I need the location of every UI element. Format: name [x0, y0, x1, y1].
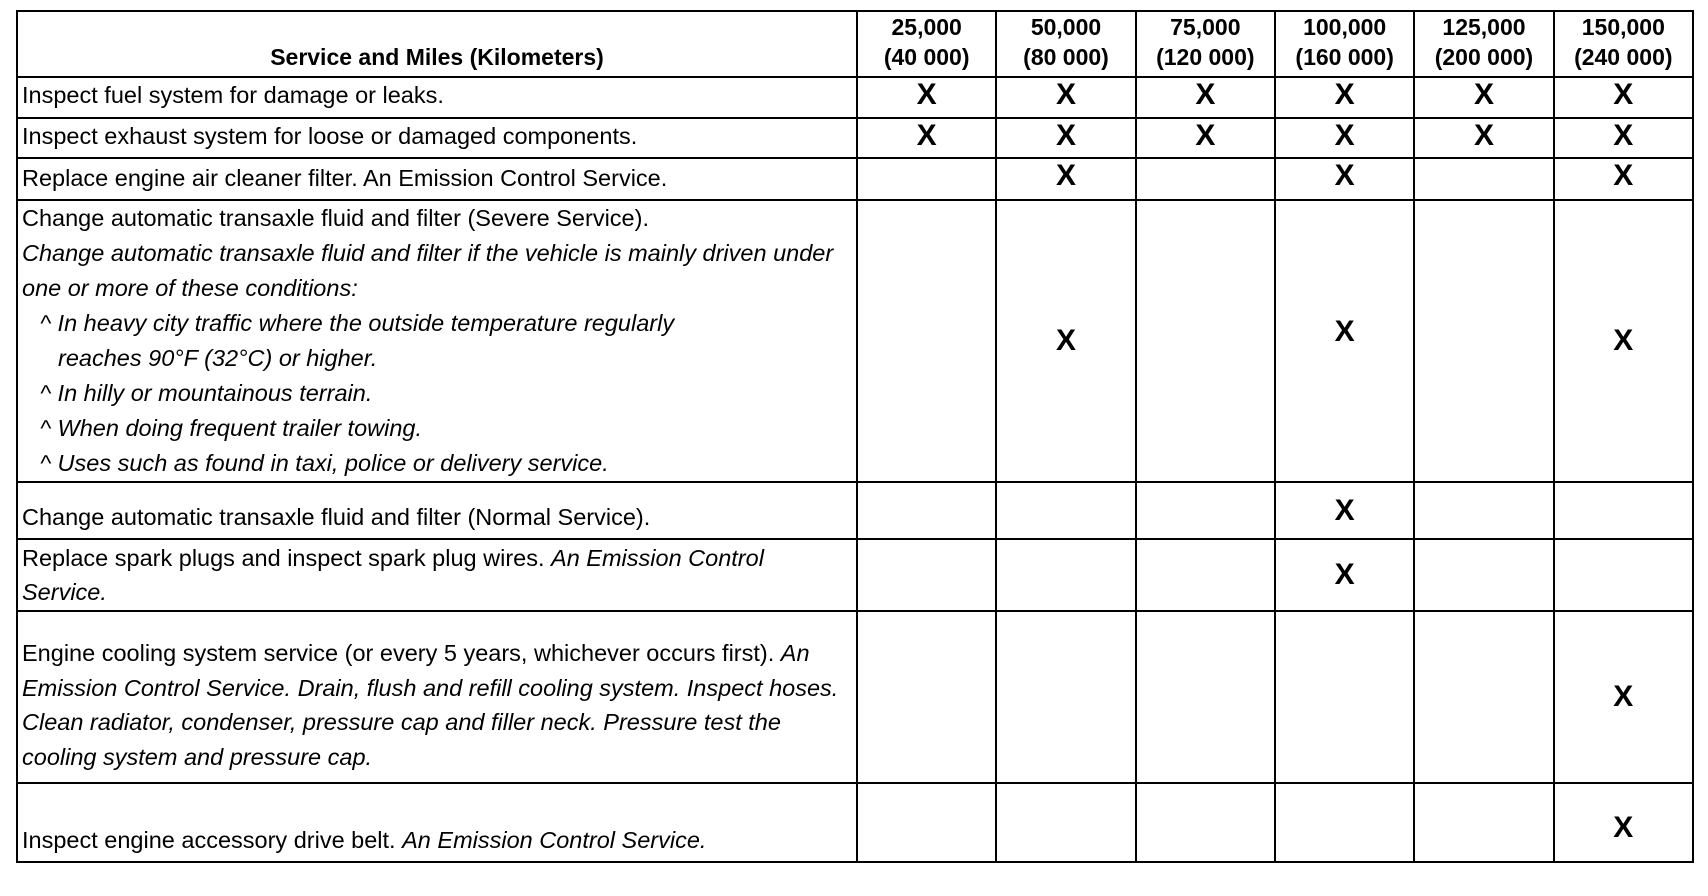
table-row: [17, 118, 1693, 159]
interval-header: 100,000 (160 000): [1275, 11, 1414, 77]
interval-mark: [1414, 158, 1553, 200]
interval-mark-x: X: [996, 118, 1135, 159]
interval-header: 25,000 (40 000): [857, 11, 996, 77]
maintenance-schedule: [16, 10, 1692, 863]
interval-mark: [1554, 539, 1693, 611]
interval-mark: [857, 158, 996, 200]
interval-mark: [857, 539, 996, 611]
service-description: Inspect fuel system for damage or leaks.: [17, 77, 857, 118]
interval-mark-x: X: [1275, 200, 1414, 482]
table-row: [17, 539, 1693, 611]
interval-mark: [996, 482, 1135, 539]
interval-header: 150,000 (240 000): [1554, 11, 1693, 77]
interval-mark: [1275, 783, 1414, 862]
interval-mark: [1275, 611, 1414, 783]
interval-mark-x: X: [857, 118, 996, 159]
table-row: [17, 200, 1693, 482]
interval-mark-x: X: [1554, 77, 1693, 118]
service-column-header: Service and Miles (Kilometers): [17, 11, 857, 77]
condition-item: ^ In hilly or mountainous terrain.: [40, 380, 373, 406]
interval-mark-x: X: [996, 200, 1135, 482]
interval-mark-x: X: [1554, 158, 1693, 200]
interval-mark-x: X: [1275, 482, 1414, 539]
interval-mark: [996, 611, 1135, 783]
maintenance-table: [16, 10, 1694, 863]
interval-mark-x: X: [1414, 77, 1553, 118]
interval-mark: [857, 783, 996, 862]
interval-mark: [1136, 158, 1275, 200]
interval-mark-x: X: [1136, 118, 1275, 159]
interval-mark: [1136, 482, 1275, 539]
interval-mark-x: X: [1554, 783, 1693, 862]
table-row: [17, 482, 1693, 539]
interval-mark: [996, 539, 1135, 611]
condition-item: ^ In heavy city traffic where the outside temperature regularly reaches 90°F (32°C) or higher.: [40, 310, 675, 371]
interval-mark: [1136, 611, 1275, 783]
header-row: [17, 11, 1693, 77]
interval-mark-x: X: [996, 77, 1135, 118]
interval-mark-x: X: [1554, 611, 1693, 783]
interval-header: 125,000 (200 000): [1414, 11, 1553, 77]
interval-mark-x: X: [857, 77, 996, 118]
service-description: Inspect exhaust system for loose or damaged components.: [17, 118, 857, 159]
interval-mark: [1136, 200, 1275, 482]
interval-mark-x: X: [1554, 118, 1693, 159]
interval-header: 75,000 (120 000): [1136, 11, 1275, 77]
table-row: [17, 783, 1693, 862]
interval-mark: [1414, 482, 1553, 539]
interval-mark: [857, 611, 996, 783]
condition-item: ^ Uses such as found in taxi, police or delivery service.: [40, 450, 609, 476]
interval-mark-x: X: [1275, 118, 1414, 159]
condition-item: ^ When doing frequent trailer towing.: [40, 415, 423, 441]
service-description: Change automatic transaxle fluid and filter (Severe Service). Change automatic transaxle fluid and filter if the vehicle is mainly driven under one or more of these conditions: ^ In heavy city traffic where the outside temperature regularly reaches 90°F (32°C) or higher. ^ In hilly or mountainous terrain. ^ When doing frequent trailer towing. ^ Uses such as found in taxi, police or delivery service.: [17, 200, 857, 482]
interval-mark: [1136, 539, 1275, 611]
interval-mark: [1414, 783, 1553, 862]
interval-mark: [1554, 482, 1693, 539]
table-row: [17, 158, 1693, 200]
service-description: Inspect engine accessory drive belt. An Emission Control Service.: [17, 783, 857, 862]
table-row: [17, 77, 1693, 118]
interval-mark: [1136, 783, 1275, 862]
interval-mark-x: X: [996, 158, 1135, 200]
service-description: Replace spark plugs and inspect spark plug wires. An Emission Control Service.: [17, 539, 857, 611]
interval-mark-x: X: [1275, 77, 1414, 118]
interval-mark: [857, 200, 996, 482]
service-description: Engine cooling system service (or every 5 years, whichever occurs first). An Emission Control Service. Drain, flush and refill cooling system. Inspect hoses. Clean radiator, condenser, pressure cap and filler neck. Pressure test the cooling system and pressure cap.: [17, 611, 857, 783]
interval-mark-x: X: [1275, 158, 1414, 200]
interval-mark-x: X: [1554, 200, 1693, 482]
interval-mark: [1414, 611, 1553, 783]
interval-header: 50,000 (80 000): [996, 11, 1135, 77]
service-description: Replace engine air cleaner filter. An Emission Control Service.: [17, 158, 857, 200]
interval-mark: [857, 482, 996, 539]
service-description: Change automatic transaxle fluid and filter (Normal Service).: [17, 482, 857, 539]
interval-mark-x: X: [1414, 118, 1553, 159]
interval-mark: [1414, 539, 1553, 611]
interval-mark: [1414, 200, 1553, 482]
table-row: [17, 611, 1693, 783]
interval-mark: [996, 783, 1135, 862]
interval-mark-x: X: [1275, 539, 1414, 611]
interval-mark-x: X: [1136, 77, 1275, 118]
